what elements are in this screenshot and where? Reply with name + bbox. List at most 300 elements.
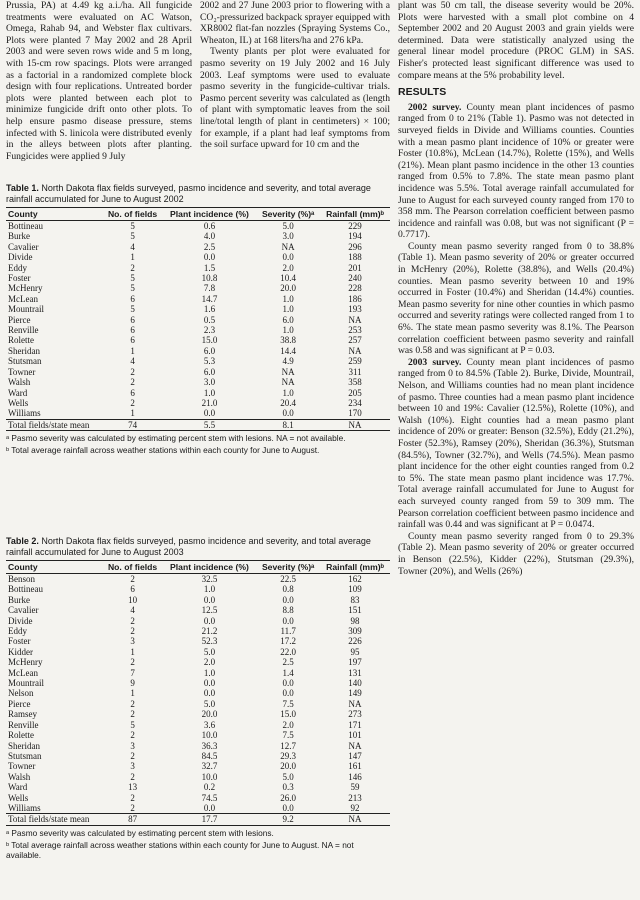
table-cell: 213 bbox=[348, 792, 362, 803]
table-cell: McLean bbox=[8, 293, 38, 304]
table-footnote: ᵇ Total average rainfall across weather stations within each county for June to August. NA = not available. bbox=[6, 839, 354, 860]
table-cell: 3.0 bbox=[203, 377, 216, 388]
table-cell: 101 bbox=[348, 730, 362, 741]
table-cell: 2 bbox=[130, 262, 135, 273]
table-cell: 2 bbox=[130, 802, 135, 813]
table-cell: NA bbox=[348, 740, 362, 751]
section-heading-results: RESULTS bbox=[398, 86, 447, 99]
text-column-1 bbox=[6, 0, 192, 162]
table-cell: 17.2 bbox=[280, 636, 297, 647]
table-cell: 188 bbox=[348, 252, 362, 263]
table-row bbox=[6, 273, 390, 283]
table-cell: McHenry bbox=[8, 283, 43, 294]
table-caption bbox=[6, 536, 390, 558]
table-cell: McLean bbox=[8, 667, 38, 678]
table-cell: 194 bbox=[348, 231, 362, 242]
table-caption-text: North Dakota flax fields surveyed, pasmo incidence and severity, and total average rainfall accumulated for June to August 2002 bbox=[6, 183, 371, 204]
table-row bbox=[6, 335, 390, 345]
table-row bbox=[6, 761, 390, 771]
paragraph bbox=[398, 102, 634, 241]
table-cell: 186 bbox=[348, 293, 362, 304]
table-row bbox=[6, 699, 390, 709]
table-cell: 5 bbox=[130, 231, 135, 242]
table-cell: 131 bbox=[348, 667, 362, 678]
table-cell: 140 bbox=[348, 678, 362, 689]
table-footnote: ᵃ Pasmo severity was calculated by estimating percent stem with lesions. NA = not available. bbox=[6, 433, 346, 444]
table-cell: 38.8 bbox=[280, 335, 297, 346]
table-cell: 0.0 bbox=[203, 594, 216, 605]
table-cell: 4.9 bbox=[282, 356, 294, 367]
table-cell: 229 bbox=[348, 221, 362, 231]
table-cell: 7.5 bbox=[282, 730, 294, 741]
column-header: Rainfall (mm)ᵇ bbox=[320, 561, 390, 574]
table-cell: 0.0 bbox=[282, 678, 294, 689]
table-cell: 197 bbox=[348, 657, 362, 668]
table-cell: 3 bbox=[130, 636, 135, 647]
table-cell: 4.0 bbox=[203, 231, 216, 242]
table-cell: Wells bbox=[8, 792, 29, 803]
table-cell: 1.0 bbox=[282, 293, 294, 304]
table-cell: Pierce bbox=[8, 314, 31, 325]
table-cell: Burke bbox=[8, 594, 30, 605]
table-row bbox=[6, 584, 390, 594]
table-cell: 32.7 bbox=[201, 761, 218, 772]
table-cell: Williams bbox=[8, 408, 41, 419]
table-cell: 15.0 bbox=[280, 709, 297, 720]
table-cell: 147 bbox=[348, 750, 362, 761]
table-cell: 309 bbox=[348, 626, 362, 637]
table-row bbox=[6, 782, 390, 792]
table-cell: 2.0 bbox=[203, 657, 216, 668]
table-cell: Renville bbox=[8, 719, 39, 730]
table-cell: 74.5 bbox=[201, 792, 218, 803]
column-header: No. of fields bbox=[103, 561, 163, 574]
table-row bbox=[6, 772, 390, 782]
table-cell: 26.0 bbox=[280, 792, 297, 803]
table-cell: NA bbox=[348, 698, 362, 709]
table-cell: 2 bbox=[130, 397, 135, 408]
table-cell: 0.0 bbox=[203, 802, 216, 813]
table-cell: 2 bbox=[130, 657, 135, 668]
table-cell: Divide bbox=[8, 615, 33, 626]
table-total-row bbox=[6, 814, 390, 825]
table-cell: 3.6 bbox=[203, 719, 216, 730]
table-cell: 1.0 bbox=[203, 387, 216, 398]
table-cell: 21.2 bbox=[201, 626, 218, 637]
table-cell: 8.8 bbox=[282, 605, 294, 616]
table-cell: 5.5 bbox=[163, 419, 257, 430]
table-cell: 0.0 bbox=[282, 408, 294, 419]
table-cell: Foster bbox=[8, 636, 31, 647]
table-caption-text: North Dakota flax fields surveyed, pasmo incidence and severity, and total average rainfall accumulated for June to August 2003 bbox=[6, 536, 371, 557]
table-cell: Nelson bbox=[8, 688, 34, 699]
table-row bbox=[6, 367, 390, 377]
table-cell: Towner bbox=[8, 761, 36, 772]
table-cell: 228 bbox=[348, 283, 362, 294]
table-row bbox=[6, 377, 390, 387]
table-row bbox=[6, 605, 390, 615]
table-cell: Bottineau bbox=[8, 221, 43, 231]
column-header: Severity (%)ᵃ bbox=[256, 208, 320, 221]
table-cell: 12.7 bbox=[280, 740, 297, 751]
table-cell: Cavalier bbox=[8, 241, 39, 252]
table-cell: 2 bbox=[130, 750, 135, 761]
table-cell: 5.0 bbox=[282, 771, 294, 782]
table-cell: Burke bbox=[8, 231, 30, 242]
table-body bbox=[6, 221, 390, 431]
table-cell: 4 bbox=[130, 241, 135, 252]
table-row bbox=[6, 325, 390, 335]
table-cell: 5 bbox=[130, 304, 135, 315]
table-cell: Total fields/state mean bbox=[6, 419, 103, 430]
table-cell: 15.0 bbox=[201, 335, 218, 346]
table-cell: 22.5 bbox=[280, 574, 297, 584]
column-header: Severity (%)ᵃ bbox=[256, 561, 320, 574]
table-cell: 240 bbox=[348, 273, 362, 284]
table-cell: 0.5 bbox=[203, 314, 216, 325]
table-cell: 0.2 bbox=[203, 782, 216, 793]
table-footnote: ᵃ Pasmo severity was calculated by estimating percent stem with lesions. bbox=[6, 827, 274, 838]
table-row bbox=[6, 647, 390, 657]
table-header-row bbox=[6, 208, 390, 221]
table-cell: 10.0 bbox=[201, 771, 218, 782]
table-cell: 296 bbox=[348, 241, 362, 252]
table-row bbox=[6, 720, 390, 730]
table-cell: 1 bbox=[130, 646, 135, 657]
table-cell: Eddy bbox=[8, 262, 27, 273]
table-cell: 205 bbox=[348, 387, 362, 398]
table-cell: Stutsman bbox=[8, 356, 42, 367]
table-cell: 29.3 bbox=[280, 750, 297, 761]
table-cell: 10.8 bbox=[201, 273, 218, 284]
table-cell: 1.6 bbox=[203, 304, 216, 315]
column-header: County bbox=[6, 561, 103, 574]
paragraph: 2002 and 27 June 2003 prior to flowering with a CO₂-pressurized backpack sprayer equipped with XR8002 flat-fan nozzles (Spraying Systems Co., Wheaton, IL) at 168 liters/ha and 276 kPa. bbox=[200, 0, 390, 46]
table-cell: 170 bbox=[348, 408, 362, 419]
table-cell: 21.0 bbox=[201, 397, 218, 408]
paragraph bbox=[398, 357, 634, 531]
table-cell: 273 bbox=[348, 709, 362, 720]
table-cell: 2 bbox=[130, 574, 135, 584]
column-header: County bbox=[6, 208, 103, 221]
table-cell: 7.5 bbox=[282, 698, 294, 709]
table-cell: 10.0 bbox=[201, 730, 218, 741]
table-cell: Renville bbox=[8, 325, 39, 336]
table-cell: 5 bbox=[130, 221, 135, 231]
table-cell: 0.3 bbox=[282, 782, 294, 793]
table-cell: NA bbox=[320, 419, 390, 430]
table-cell: 1 bbox=[130, 252, 135, 263]
table-cell: 83 bbox=[350, 594, 360, 605]
table-cell: Foster bbox=[8, 273, 31, 284]
table-cell: 2 bbox=[130, 698, 135, 709]
table-cell: 0.8 bbox=[282, 584, 294, 595]
table-cell: NA bbox=[348, 345, 362, 356]
table-cell: 1.0 bbox=[203, 667, 216, 678]
table-cell: 3 bbox=[130, 740, 135, 751]
table-row bbox=[6, 709, 390, 719]
table-cell: Ramsey bbox=[8, 709, 37, 720]
table-cell: 5.3 bbox=[203, 356, 216, 367]
table-row bbox=[6, 741, 390, 751]
table-row bbox=[6, 252, 390, 262]
table-cell: Benson bbox=[8, 574, 35, 584]
table-cell: 162 bbox=[348, 574, 362, 584]
table-cell: Total fields/state mean bbox=[6, 814, 103, 825]
table-row bbox=[6, 283, 390, 293]
table-cell: 2.5 bbox=[282, 657, 294, 668]
table-row bbox=[6, 398, 390, 408]
table-cell: 1.4 bbox=[282, 667, 294, 678]
table-cell: 59 bbox=[350, 782, 360, 793]
table-cell: 2 bbox=[130, 377, 135, 388]
table-cell: NA bbox=[281, 377, 295, 388]
column-header: No. of fields bbox=[103, 208, 163, 221]
table-cell: 1.0 bbox=[282, 304, 294, 315]
table-cell: 20.0 bbox=[280, 761, 297, 772]
table-cell: Bottineau bbox=[8, 584, 43, 595]
table-cell: Divide bbox=[8, 252, 33, 263]
table-cell: 257 bbox=[348, 335, 362, 346]
table-cell: 10 bbox=[128, 594, 138, 605]
paragraph-lead: 2003 survey. bbox=[408, 356, 462, 368]
table-caption bbox=[6, 183, 390, 205]
table-cell: 4 bbox=[130, 605, 135, 616]
table-cell: 6 bbox=[130, 335, 135, 346]
table-cell: Stutsman bbox=[8, 750, 42, 761]
table-row bbox=[6, 231, 390, 241]
table-cell: NA bbox=[348, 314, 362, 325]
paragraph: Prussia, PA) at 4.49 kg a.i./ha. All fungicide treatments were evaluated on AC Watson, Omega, Rahab 94, and Webster flax cultivars. Plots were planted 7 May 2002 and 28 April 2003 and were seven rows wide and 5 m long, with 15-cm row spacings. Plots were arranged as a factorial in a randomized complete block design with four replications. Untreated border plots were planted between each plot to minimize fungicide drift onto other plots. To help ensure pasmo disease pressure, stems infected with S. linicola were distributed evenly in the alleys between plots after planting. Fungicides were applied 9 July bbox=[6, 0, 192, 162]
table-cell: 6.0 bbox=[282, 314, 294, 325]
table-row bbox=[6, 668, 390, 678]
table-cell: 226 bbox=[348, 636, 362, 647]
table-row bbox=[6, 346, 390, 356]
table-cell: 10.4 bbox=[280, 273, 297, 284]
paragraph: County mean pasmo severity ranged from 0 to 29.3% (Table 2). Mean pasmo severity of 20% or greater occurred in Benson (22.5%), Kidder (22%), Stutsman (29.3%), Towner (20%), and Wells (26%) bbox=[398, 530, 634, 577]
table-cell: 0.0 bbox=[282, 615, 294, 626]
table-cell: 149 bbox=[348, 688, 362, 699]
table-cell: 20.4 bbox=[280, 397, 297, 408]
table-cell: 6 bbox=[130, 325, 135, 336]
table-row bbox=[6, 263, 390, 273]
table-cell: 0.0 bbox=[282, 802, 294, 813]
table-cell: 2 bbox=[130, 626, 135, 637]
table-row bbox=[6, 616, 390, 626]
paragraph: Twenty plants per plot were evaluated for pasmo severity on 19 July 2002 and 16 July 2003. Leaf symptoms were used to evaluate pasmo severity in the fungicide-cultivar trials. Pasmo percent severity was calculated as (length of plant with symptomatic leaves from the soil line/total length of plant in centimeters) × 100; for example, if a plant had leaf symptoms from the soil surface upward for 10 cm and the bbox=[200, 46, 390, 151]
table-row bbox=[6, 388, 390, 398]
table-cell: 2.5 bbox=[203, 241, 216, 252]
table-cell: 3.0 bbox=[282, 231, 294, 242]
table-cell: 259 bbox=[348, 356, 362, 367]
table-cell: Kidder bbox=[8, 646, 33, 657]
table-cell: Cavalier bbox=[8, 605, 39, 616]
table-cell: 1 bbox=[130, 345, 135, 356]
paragraph: plant was 50 cm tall, the disease severity would be 20%. Plots were harvested with a small plot combine on 4 September 2002 and 20 August 2003 and grain yields were determined. Data were statistically analyzed using the general linear model procedure (PROC GLM) in SAS. Fisher's protected least significant difference was used to compare means at the 5% probability level. bbox=[398, 0, 634, 81]
table-cell: Sheridan bbox=[8, 740, 40, 751]
table-row bbox=[6, 595, 390, 605]
table-row bbox=[6, 793, 390, 803]
table-row bbox=[6, 730, 390, 740]
table-cell: 6 bbox=[130, 387, 135, 398]
table-cell: 14.4 bbox=[280, 345, 297, 356]
table-row bbox=[6, 678, 390, 688]
table-cell: 0.0 bbox=[203, 615, 216, 626]
table-cell: 4 bbox=[130, 356, 135, 367]
table-cell: Sheridan bbox=[8, 345, 40, 356]
table-cell: 11.7 bbox=[280, 626, 296, 637]
table-cell: 7 bbox=[130, 667, 135, 678]
table-cell: 6 bbox=[130, 293, 135, 304]
table-cell: 5.0 bbox=[203, 646, 216, 657]
table-cell: 2.3 bbox=[203, 325, 216, 336]
table-cell: Towner bbox=[8, 366, 36, 377]
table-cell: 0.0 bbox=[203, 252, 216, 263]
table-2 bbox=[6, 536, 390, 860]
table-cell: 6.0 bbox=[203, 345, 216, 356]
paragraph-body: County mean plant incidences of pasmo ranged from 0 to 84.5% (Table 2). Burke, Divide, Mountrail, Nelson, and Williams counties had no mean plant incidence of pasmo. Three counties had a mean pasmo plant incidence between 10 and 19%: Cavalier (12.5%), Rolette (10%), and Walsh (10%). Eight counties had a mean pasmo plant incidence of 20% or greater: Benson (32.5%), Eddy (21.2%), Foster (52.3%), Ramsey (20%), Sheridan (36.3%), Stutsman (84.5%), Towner (32.7%), and Wells (74.5%). Mean pasmo plant incidence for the other eight counties ranged from 0.2 to 5%. The state mean pasmo plant incidence was 17.7%. Total average rainfall accumulated for June to August for each surveyed county ranged from 59 to 309 mm. The Pearson correlation coefficient between pasmo incidence and rainfall was 0.44 and was significant at P = 0.0474. bbox=[398, 356, 635, 531]
table-cell: 2 bbox=[130, 792, 135, 803]
table-total-row bbox=[6, 419, 390, 430]
table-row bbox=[6, 751, 390, 761]
table-label: Table 2. bbox=[6, 536, 39, 546]
table-cell: 151 bbox=[348, 605, 362, 616]
table-cell: 5.0 bbox=[282, 221, 294, 231]
table-row bbox=[6, 242, 390, 252]
table-cell: Ward bbox=[8, 387, 28, 398]
table-cell: 6 bbox=[130, 584, 135, 595]
table-cell: 1 bbox=[130, 408, 135, 419]
table-row bbox=[6, 636, 390, 646]
table-cell: 2 bbox=[130, 615, 135, 626]
table-cell: 0.0 bbox=[203, 688, 216, 699]
table-cell: 9.2 bbox=[256, 814, 320, 825]
table-cell: 6.0 bbox=[203, 366, 216, 377]
table-row bbox=[6, 221, 390, 232]
table-cell: 146 bbox=[348, 771, 362, 782]
table-cell: NA bbox=[320, 814, 390, 825]
table-cell: 253 bbox=[348, 325, 362, 336]
table-row bbox=[6, 315, 390, 325]
table-cell: 20.0 bbox=[280, 283, 297, 294]
data-table bbox=[6, 207, 390, 431]
table-1 bbox=[6, 183, 390, 455]
paragraph-body: County mean plant incidences of pasmo ranged from 0 to 21% (Table 1). Pasmo was not detected in surveyed fields in Divide and Williams counties. Counties with a mean pasmo plant incidence of 10% or greater were Foster (10.8%), McLean (14.7%), Rolette (15%), and Wells (21%). Mean plant pasmo incidence in the other 13 counties ranged from 0.5% to 7.8%. The state mean pasmo plant incidence was 5.5%. Total average rainfall accumulated for June to August for each surveyed county ranged from 170 to 358 mm. The Pearson correlation coefficient between pasmo incidence and rainfall was 0.08, but was not significant (P = 0.7717). bbox=[398, 101, 635, 241]
table-cell: 74 bbox=[103, 419, 163, 430]
table-row bbox=[6, 574, 390, 585]
table-cell: 5 bbox=[130, 273, 135, 284]
table-cell: 0.0 bbox=[203, 678, 216, 689]
table-cell: 1.0 bbox=[203, 584, 216, 595]
table-cell: 84.5 bbox=[201, 750, 218, 761]
table-cell: Eddy bbox=[8, 626, 27, 637]
table-cell: 2.0 bbox=[282, 719, 294, 730]
text-column-2 bbox=[200, 0, 390, 151]
table-cell: 12.5 bbox=[201, 605, 218, 616]
table-cell: 8.1 bbox=[256, 419, 320, 430]
table-cell: 2 bbox=[130, 730, 135, 741]
table-header-row bbox=[6, 561, 390, 574]
table-row bbox=[6, 803, 390, 814]
table-cell: 36.3 bbox=[201, 740, 218, 751]
table-body bbox=[6, 574, 390, 826]
table-cell: Rolette bbox=[8, 730, 34, 741]
table-cell: 2.0 bbox=[282, 262, 294, 273]
table-cell: 2 bbox=[130, 709, 135, 720]
table-cell: 0.0 bbox=[282, 688, 294, 699]
table-cell: 5.0 bbox=[203, 698, 216, 709]
table-row bbox=[6, 657, 390, 667]
table-row bbox=[6, 408, 390, 419]
table-cell: 1 bbox=[130, 688, 135, 699]
table-row bbox=[6, 356, 390, 366]
table-cell: Mountrail bbox=[8, 678, 44, 689]
table-cell: 0.0 bbox=[203, 408, 216, 419]
column-header: Plant incidence (%) bbox=[163, 561, 257, 574]
table-cell: Mountrail bbox=[8, 304, 44, 315]
table-cell: Walsh bbox=[8, 771, 31, 782]
table-cell: 193 bbox=[348, 304, 362, 315]
table-cell: Williams bbox=[8, 802, 41, 813]
table-cell: Pierce bbox=[8, 698, 31, 709]
table-cell: Rolette bbox=[8, 335, 34, 346]
table-row bbox=[6, 294, 390, 304]
table-cell: 2 bbox=[130, 771, 135, 782]
table-cell: NA bbox=[281, 241, 295, 252]
table-cell: 98 bbox=[350, 615, 360, 626]
table-row bbox=[6, 688, 390, 698]
table-cell: Ward bbox=[8, 782, 28, 793]
table-cell: 32.5 bbox=[201, 574, 218, 584]
table-cell: 1.0 bbox=[282, 387, 294, 398]
table-cell: 95 bbox=[350, 646, 360, 657]
table-cell: 2 bbox=[130, 366, 135, 377]
table-row bbox=[6, 304, 390, 314]
table-cell: 358 bbox=[348, 377, 362, 388]
column-header: Rainfall (mm)ᵇ bbox=[320, 208, 390, 221]
column-header: Plant incidence (%) bbox=[163, 208, 257, 221]
table-label: Table 1. bbox=[6, 183, 39, 193]
table-cell: NA bbox=[281, 366, 295, 377]
table-cell: 161 bbox=[348, 761, 362, 772]
text-column-3 bbox=[398, 0, 634, 577]
table-footnote: ᵇ Total average rainfall across weather stations within each county for June to August. bbox=[6, 445, 320, 456]
table-cell: 0.0 bbox=[282, 594, 294, 605]
table-row bbox=[6, 626, 390, 636]
table-cell: 7.8 bbox=[203, 283, 216, 294]
table-cell: 171 bbox=[348, 719, 362, 730]
table-cell: 109 bbox=[348, 584, 362, 595]
table-cell: 22.0 bbox=[280, 646, 297, 657]
table-cell: 3 bbox=[130, 761, 135, 772]
table-cell: 311 bbox=[348, 366, 362, 377]
table-cell: Walsh bbox=[8, 377, 31, 388]
table-cell: 6 bbox=[130, 314, 135, 325]
table-cell: Wells bbox=[8, 397, 29, 408]
table-cell: 52.3 bbox=[201, 636, 218, 647]
table-cell: 87 bbox=[103, 814, 163, 825]
table-cell: 13 bbox=[128, 782, 138, 793]
table-cell: 0.6 bbox=[203, 221, 216, 231]
table-cell: 5 bbox=[130, 719, 135, 730]
table-cell: 201 bbox=[348, 262, 362, 273]
table-cell: 234 bbox=[348, 397, 362, 408]
table-cell: 0.0 bbox=[282, 252, 294, 263]
table-cell: 1.5 bbox=[203, 262, 216, 273]
table-cell: 92 bbox=[350, 802, 360, 813]
table-cell: 14.7 bbox=[201, 293, 218, 304]
table-cell: 5 bbox=[130, 283, 135, 294]
